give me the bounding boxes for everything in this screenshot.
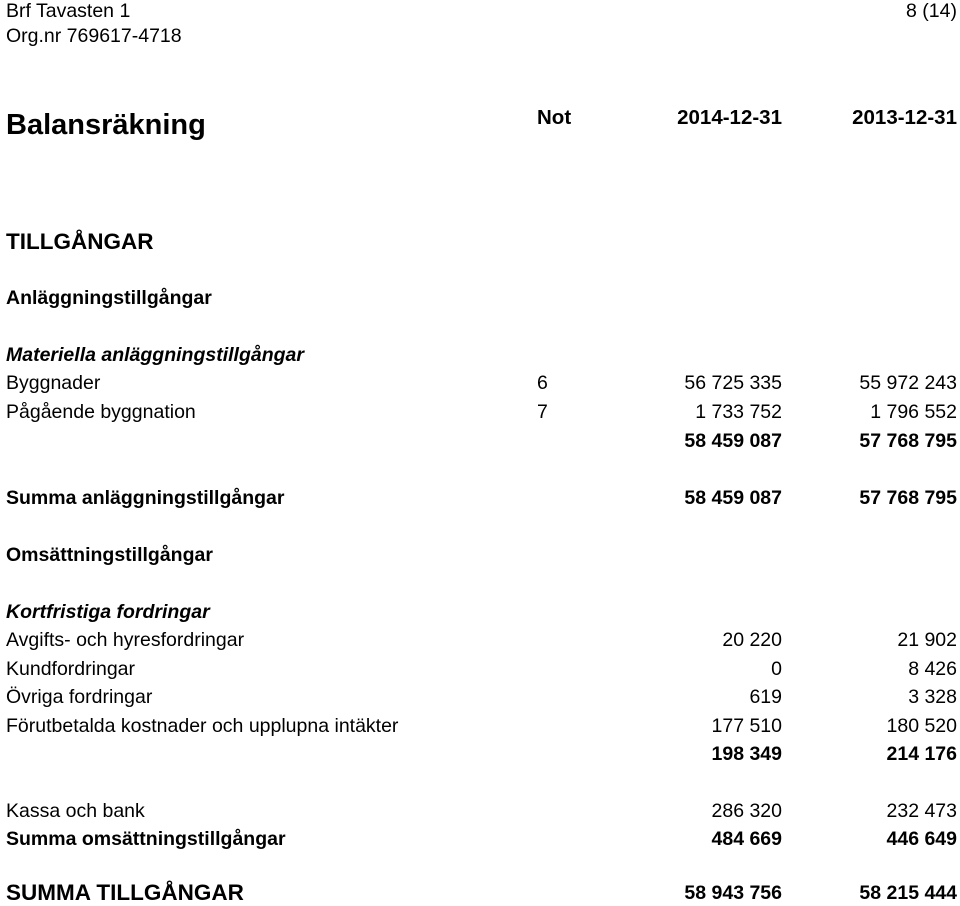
subtotal-2014-materiella: 58 459 087 — [684, 430, 782, 452]
row-label-ovriga-fordringar: Övriga fordringar — [6, 686, 153, 708]
row-value-2014-kundfordringar: 0 — [771, 658, 782, 680]
column-header-2013: 2013-12-31 — [852, 106, 957, 129]
subtotal-2013-kortfristiga: 214 176 — [886, 743, 957, 765]
row-label-summa-omsattningstillgangar: Summa omsättningstillgångar — [6, 828, 286, 850]
row-value-2014-forutbetalda-kostnader: 177 510 — [711, 715, 782, 737]
row-value-2013-pagaende-byggnation: 1 796 552 — [870, 401, 957, 423]
company-name: Brf Tavasten 1 — [6, 0, 131, 22]
row-value-2014-pagaende-byggnation: 1 733 752 — [695, 401, 782, 423]
row-value-2013-byggnader: 55 972 243 — [859, 372, 957, 394]
subtotal-2013-materiella: 57 768 795 — [859, 430, 957, 452]
row-note-byggnader: 6 — [537, 372, 548, 394]
row-value-2013-summa-omsattningstillgangar: 446 649 — [886, 828, 957, 850]
row-value-2014-kassa-och-bank: 286 320 — [711, 800, 782, 822]
page-number: 8 (14) — [906, 0, 957, 22]
row-value-2013-summa-anlaggningstillgangar: 57 768 795 — [859, 487, 957, 509]
row-label-summa-anlaggningstillgangar: Summa anläggningstillgångar — [6, 487, 285, 509]
row-label-pagaende-byggnation: Pågående byggnation — [6, 401, 196, 423]
subsection-heading-materiella: Materiella anläggningstillgångar — [6, 344, 304, 366]
row-value-2014-summa-anlaggningstillgangar: 58 459 087 — [684, 487, 782, 509]
row-value-2013-kundfordringar: 8 426 — [908, 658, 957, 680]
section-heading-omsattningstillgangar: Omsättningstillgångar — [6, 544, 213, 566]
column-header-not: Not — [537, 106, 572, 129]
org-number: Org.nr 769617-4718 — [6, 25, 182, 47]
row-value-2013-forutbetalda-kostnader: 180 520 — [886, 715, 957, 737]
subtotal-2014-kortfristiga: 198 349 — [711, 743, 782, 765]
row-value-2013-ovriga-fordringar: 3 328 — [908, 686, 957, 708]
row-value-2014-avgifts-hyresfordringar: 20 220 — [722, 629, 782, 651]
row-value-2013-avgifts-hyresfordringar: 21 902 — [897, 629, 957, 651]
page-title: Balansräkning — [6, 109, 206, 141]
section-heading-anlaggningstillgangar: Anläggningstillgångar — [6, 287, 212, 309]
row-note-pagaende-byggnation: 7 — [537, 401, 548, 423]
row-value-2014-byggnader: 56 725 335 — [684, 372, 782, 394]
section-heading-tillgangar: TILLGÅNGAR — [6, 229, 154, 254]
row-label-summa-tillgangar: SUMMA TILLGÅNGAR — [6, 880, 244, 905]
row-value-2013-summa-tillgangar: 58 215 444 — [859, 882, 957, 904]
row-value-2013-kassa-och-bank: 232 473 — [886, 800, 957, 822]
row-value-2014-summa-tillgangar: 58 943 756 — [684, 882, 782, 904]
column-header-2014: 2014-12-31 — [677, 106, 782, 129]
row-label-avgifts-hyresfordringar: Avgifts- och hyresfordringar — [6, 629, 245, 651]
subsection-heading-kortfristiga-fordringar: Kortfristiga fordringar — [6, 601, 210, 623]
row-label-kundfordringar: Kundfordringar — [6, 658, 135, 680]
row-value-2014-ovriga-fordringar: 619 — [749, 686, 782, 708]
row-label-forutbetalda-kostnader: Förutbetalda kostnader och upplupna intäkter — [6, 715, 399, 737]
row-label-byggnader: Byggnader — [6, 372, 101, 394]
row-label-kassa-och-bank: Kassa och bank — [6, 800, 145, 822]
row-value-2014-summa-omsattningstillgangar: 484 669 — [711, 828, 782, 850]
